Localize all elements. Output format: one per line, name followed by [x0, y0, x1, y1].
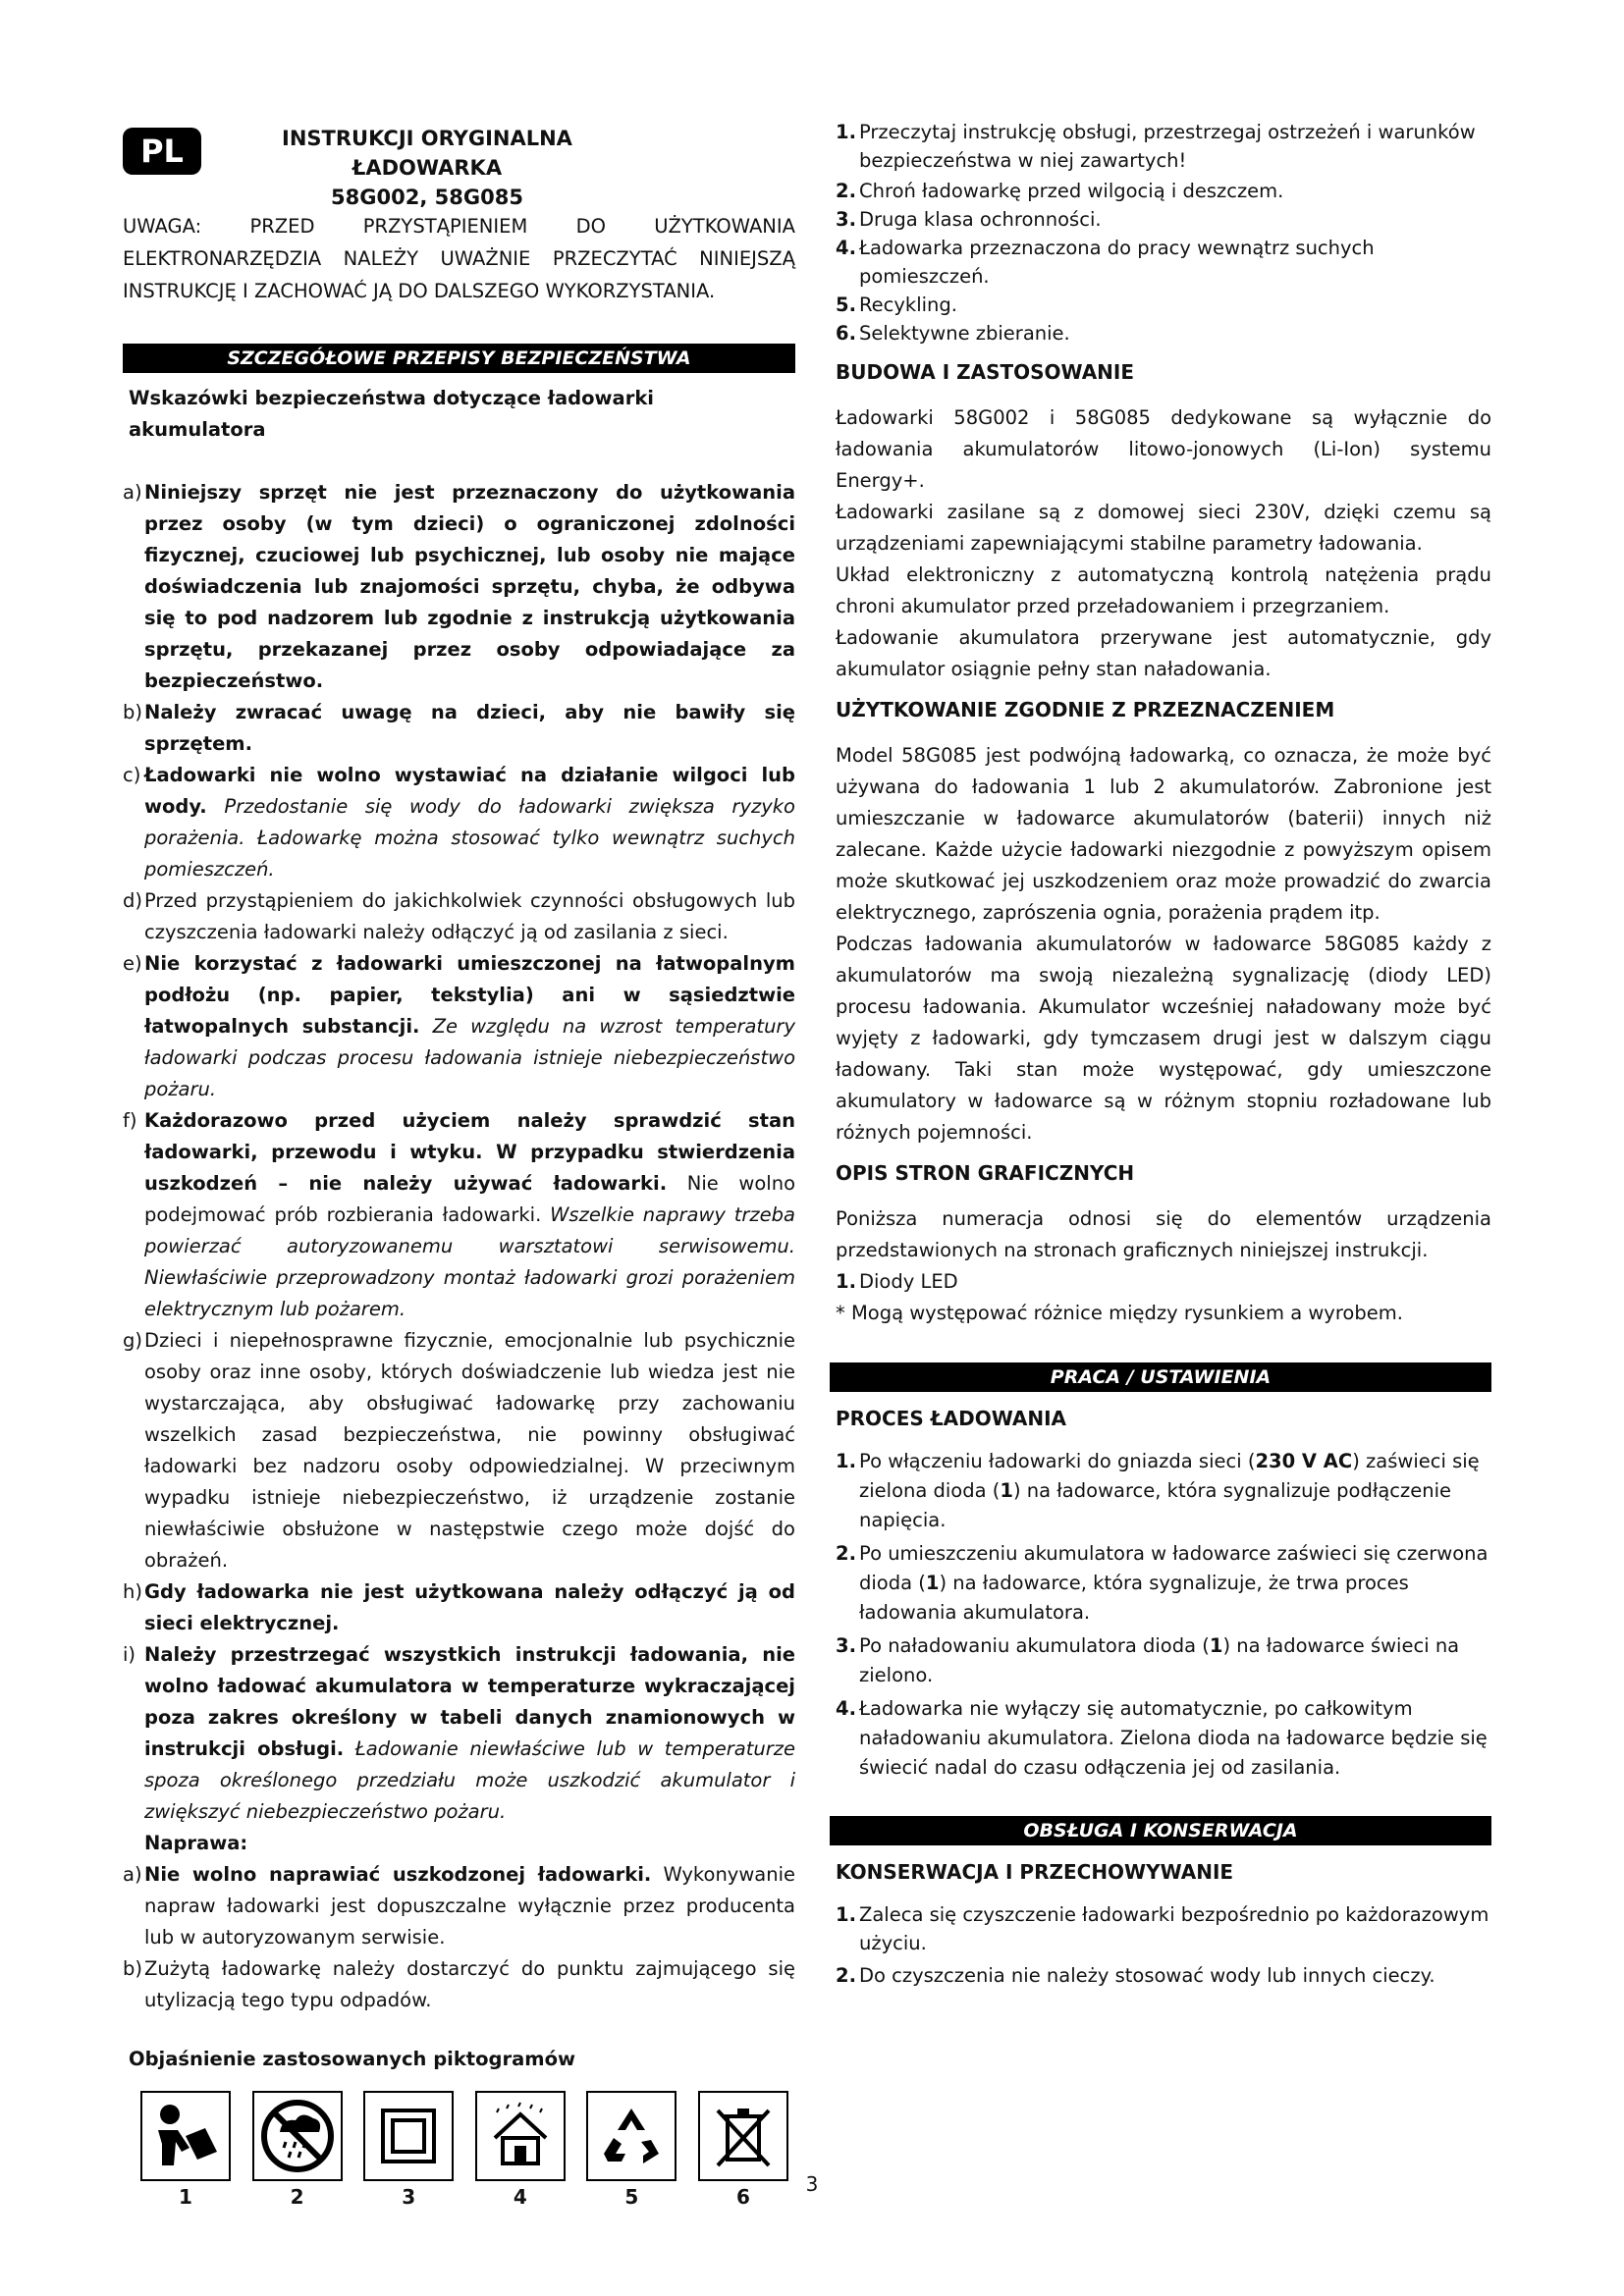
model-numbers: 58G002, 58G085	[331, 186, 523, 209]
item-text: Gdy ładowarka nie jest użytkowana należy odłączyć ją od sieci elektrycznej.	[144, 1580, 795, 1634]
item-label: a)	[123, 481, 142, 504]
item-text-normal: Nie wolno podejmować prób rozbierania ładowarki.	[144, 1172, 795, 1226]
item-text: Chroń ładowarkę przed wilgocią i deszczem.	[859, 180, 1284, 202]
item-text: Ładowarki nie wolno wystawiać na działanie wilgoci lub wody.	[144, 764, 795, 818]
paragraph: Model 58G085 jest podwójną ładowarką, co oznacza, że może być używana do ładowania 1 lub 2 akumulatorów. Zabronione jest umieszczanie w ładowarce akumulatorów (baterii) innych niż zalecane. Każde użycie ładowarki niezgodnie z powyższym opisem może skutkować jej uszkodzeniem oraz może prowadzić do zwarcia elektrycznego, zaprószenia ognia, porażenia prądem itp.	[836, 744, 1491, 924]
section-heading: BUDOWA I ZASTOSOWANIE	[836, 360, 1135, 384]
item-number: 6.	[836, 322, 856, 345]
section-bar-maintenance: OBSŁUGA I KONSERWACJA	[830, 1816, 1491, 1845]
item-text: Recykling.	[859, 294, 957, 316]
item-text: Należy zwracać uwagę na dzieci, aby nie bawiły się sprzętem.	[144, 701, 795, 755]
item-text: Nie wolno naprawiać uszkodzonej ładowarki.	[144, 1863, 652, 1886]
item-number: 1.	[836, 121, 856, 143]
item-text: Dzieci i niepełnosprawne fizycznie, emocjonalnie lub psychicznie osoby oraz inne osoby, których doświadczenie lub wiedza jest nie wystarczająca, aby obsługiwać ładowarkę przy zachowaniu wszelkich zasad bezpieczeństwa, nie powinny obsługiwać ładowarki bez nadzoru osoby odpowiedzialnej. W przeciwnym wypadku istnieje niebezpieczeństwo, iż urządzenie zostanie niewłaściwie obsłużone w następstwie czego może dojść do obrażeń.	[144, 1329, 795, 1572]
section-heading: UŻYTKOWANIE ZGODNIE Z PRZEZNACZENIEM	[836, 698, 1335, 721]
pictogram-number: 3	[402, 2185, 416, 2209]
list-item	[836, 177, 1491, 205]
item-note: Ładowanie niewłaściwe lub w temperaturze spoza określonego przedziału może uszkodzić akumulator i zwiększyć niebezpieczeństwo pożaru.	[144, 1737, 795, 1823]
paragraph: Poniższa numeracja odnosi się do elementów urządzenia przedstawionych na stronach graficznych niniejszej instrukcji.	[836, 1207, 1491, 1261]
item-text: ) na ładowarce świeci na zielono.	[859, 1634, 1460, 1686]
item-text: Po włączeniu ładowarki do gniazda sieci (	[859, 1450, 1256, 1472]
read-manual-icon	[140, 2091, 231, 2181]
item-text: Po umieszczeniu akumulatora w ładowarce zaświeci się czerwona dioda (	[859, 1542, 1489, 1594]
safety-subtitle: Wskazówki bezpieczeństwa dotyczące ładowarki akumulatora	[129, 387, 654, 441]
document-header	[123, 120, 795, 302]
item-label: a)	[123, 1863, 142, 1886]
item-label: h)	[123, 1580, 142, 1603]
page-number: 3	[805, 2172, 819, 2196]
item-number: 2.	[836, 180, 856, 202]
paragraph: Podczas ładowania akumulatorów w ładowarce 58G085 każdy z akumulatorów ma swoją niezależną sygnalizację (diody LED) procesu ładowania. Akumulator wcześniej naładowany może być wyjęty z ładowarki, gdy tymczasem drugi jest w dalszym ciągu ładowany. Taki stan może występować, gdy umieszczone akumulatory w ładowarce są w różnym stopniu rozładowane lub różnych pojemności.	[836, 933, 1491, 1144]
item-label: c)	[123, 764, 141, 786]
item-text: Zużytą ładowarkę należy dostarczyć do punktu zajmującego się utylizacją tego typu odpadów.	[144, 1957, 795, 2011]
paragraph: Ładowarki 58G002 i 58G085 dedykowane są wyłącznie do ładowania akumulatorów litowo-jonowych (Li-Ion) systemu Energy+.	[836, 406, 1491, 492]
item-label: f)	[123, 1109, 137, 1132]
list-item	[836, 1447, 1491, 1535]
item-number: 4.	[836, 237, 856, 259]
list-item	[836, 1266, 1491, 1298]
no-rain-icon	[252, 2091, 343, 2181]
pictograms-title: Objaśnienie zastosowanych piktogramów	[129, 2048, 575, 2070]
item-text: Nie korzystać z ładowarki umieszczonej na łatwopalnym podłożu (np. papier, tekstylia) ani w sąsiedztwie łatwopalnych substancji.	[144, 952, 795, 1038]
section-bar-safety: SZCZEGÓŁOWE PRZEPISY BEZPIECZEŃSTWA	[123, 344, 795, 373]
list-item	[836, 1961, 1491, 1990]
language-badge-text: PL	[140, 133, 184, 170]
list-item	[836, 291, 1491, 319]
led-ref: 1	[1209, 1634, 1223, 1657]
section-heading: PROCES ŁADOWANIA	[836, 1407, 1066, 1430]
document-title: INSTRUKCJI ORYGINALNA	[282, 127, 572, 150]
item-text: Ładowarka nie wyłączy się automatycznie, po całkowitym naładowaniu akumulatora. Zielona dioda na ładowarce będzie się świecić nadal do czasu odłączenia jej od zasilania.	[859, 1697, 1488, 1779]
list-item	[123, 477, 795, 697]
left-column	[123, 120, 795, 2209]
pictogram-number: 1	[179, 2185, 192, 2209]
paragraph: Układ elektroniczny z automatyczną kontrolą natężenia prądu chroni akumulator przed przeładowaniem i przegrzaniem.	[836, 563, 1491, 617]
item-number: 4.	[836, 1697, 856, 1720]
list-item	[836, 1900, 1491, 1957]
recycling-icon	[586, 2091, 677, 2181]
section-heading: KONSERWACJA I PRZECHOWYWANIE	[836, 1860, 1234, 1884]
class-ii-icon	[363, 2091, 454, 2181]
section-heading: OPIS STRON GRAFICZNYCH	[836, 1161, 1135, 1185]
item-number: 2.	[836, 1964, 856, 1987]
item-text: Ładowarka przeznaczona do pracy wewnątrz suchych pomieszczeń.	[859, 237, 1375, 288]
item-text: Po naładowaniu akumulatora dioda (	[859, 1634, 1210, 1657]
list-item	[836, 205, 1491, 234]
product-name: ŁADOWARKA	[352, 156, 503, 180]
item-number: 1.	[836, 1903, 856, 1926]
item-label: i)	[123, 1643, 136, 1666]
pictogram-legend	[836, 118, 1491, 347]
item-number: 1.	[836, 1270, 856, 1293]
indoor-use-icon	[475, 2091, 566, 2181]
list-item	[123, 948, 795, 1105]
list-item	[836, 1694, 1491, 1783]
item-text: ) na ładowarce, która sygnalizuje podłączenie napięcia.	[859, 1479, 1452, 1531]
paragraph: Ładowarki zasilane są z domowej sieci 230V, dzięki czemu są urządzeniami zapewniającymi stabilne parametry ładowania.	[836, 501, 1491, 555]
list-item	[836, 1539, 1491, 1628]
item-text: ) na ładowarce, która sygnalizuje, że trwa proces ładowania akumulatora.	[859, 1572, 1409, 1624]
language-badge	[123, 128, 201, 175]
item-number: 2.	[836, 1542, 856, 1565]
item-note: Przedostanie się wody do ładowarki zwiększa ryzyko porażenia. Ładowarkę można stosować tylko wewnątrz suchych pomieszczeń.	[144, 795, 795, 881]
voltage-value: 230 V AC	[1255, 1450, 1353, 1472]
item-text: Selektywne zbieranie.	[859, 322, 1070, 345]
item-text: Przed przystąpieniem do jakichkolwiek czynności obsługowych lub czyszczenia ładowarki należy odłączyć ją od zasilania z sieci.	[144, 889, 795, 943]
led-ref: 1	[925, 1572, 940, 1594]
list-item	[123, 1576, 795, 1639]
list-item	[123, 1639, 795, 1828]
item-label: g)	[123, 1329, 142, 1352]
right-column	[836, 118, 1491, 1990]
crossed-bin-icon	[698, 2091, 788, 2181]
item-label: b)	[123, 701, 142, 723]
item-text: Diody LED	[859, 1270, 958, 1293]
list-item	[836, 234, 1491, 291]
list-item	[836, 1631, 1491, 1690]
pictogram-number: 5	[624, 2185, 639, 2209]
item-number: 5.	[836, 294, 856, 316]
list-item	[123, 1325, 795, 1576]
item-label: e)	[123, 952, 142, 975]
item-label: d)	[123, 889, 142, 912]
list-item	[123, 885, 795, 948]
item-text: Zaleca się czyszczenie ładowarki bezpośrednio po każdorazowym użyciu.	[859, 1903, 1489, 1954]
item-text-normal: Wykonywanie napraw ładowarki jest dopuszczalne wyłącznie przez producenta lub w autoryzowanym serwisie.	[144, 1863, 796, 1949]
paragraph: Ładowanie akumulatora przerywane jest automatycznie, gdy akumulator osiągnie pełny stan naładowania.	[836, 626, 1491, 680]
item-note: Ze względu na wzrost temperatury ładowarki podczas procesu ładowania istnieje niebezpieczeństwo pożaru.	[144, 1015, 795, 1100]
list-item	[836, 118, 1491, 175]
footnote: * Mogą występować różnice między rysunkiem a wyrobem.	[836, 1302, 1403, 1324]
item-text: Do czyszczenia nie należy stosować wody lub innych cieczy.	[859, 1964, 1435, 1987]
repair-heading: Naprawa:	[144, 1832, 248, 1854]
list-item	[123, 760, 795, 885]
item-text: Druga klasa ochronności.	[859, 208, 1102, 231]
item-number: 1.	[836, 1450, 856, 1472]
led-ref: 1	[1000, 1479, 1013, 1502]
item-label: b)	[123, 1957, 142, 1980]
list-item	[123, 1953, 795, 2016]
pictogram-number: 2	[290, 2185, 304, 2209]
item-note: Wszelkie naprawy trzeba powierzać autoryzowanemu warsztatowi serwisowemu. Niewłaściwie przeprowadzony montaż ładowarki grozi porażeniem elektrycznym lub pożarem.	[144, 1203, 795, 1320]
item-text: ) zaświeci się zielona dioda (	[859, 1450, 1480, 1502]
list-item	[123, 1105, 795, 1325]
item-text: Należy przestrzegać wszystkich instrukcji ładowania, nie wolno ładować akumulatora w temperaturze wykraczającej poza zakres określony w tabeli danych znamionowych w instrukcji obsługi.	[144, 1643, 795, 1760]
warning-text: UWAGA: PRZED PRZYSTĄPIENIEM DO UŻYTKOWANIA ELEKTRONARZĘDZIA NALEŻY UWAŻNIE PRZECZYTAĆ NINIEJSZĄ INSTRUKCJĘ I ZACHOWAĆ JĄ DO DALSZEGO WYKORZYSTANIA.	[123, 215, 795, 302]
item-text: Niniejszy sprzęt nie jest przeznaczony do użytkowania przez osoby (w tym dzieci) o ograniczonej zdolności fizycznej, czuciowej lub psychicznej, lub osoby nie mające doświadczenia lub znajomości sprzętu, chyba, że odbywa się to pod nadzorem lub zgodnie z instrukcją użytkowania sprzętu, przekazanej przez osoby odpowiadające za bezpieczeństwo.	[144, 481, 795, 692]
list-item	[836, 319, 1491, 347]
item-text: Każdorazowo przed użyciem należy sprawdzić stan ładowarki, przewodu i wtyku. W przypadku stwierdzenia uszkodzeń – nie należy używać ładowarki.	[144, 1109, 795, 1195]
section-bar-work: PRACA / USTAWIENIA	[830, 1362, 1491, 1392]
pictogram-number: 4	[513, 2185, 527, 2209]
list-item	[123, 697, 795, 760]
item-number: 3.	[836, 1634, 856, 1657]
item-text: Przeczytaj instrukcję obsługi, przestrzegaj ostrzeżeń i warunków bezpieczeństwa w niej zawartych!	[859, 121, 1476, 172]
item-number: 3.	[836, 208, 856, 231]
list-item	[123, 1859, 795, 1953]
pictogram-number: 6	[736, 2185, 750, 2209]
